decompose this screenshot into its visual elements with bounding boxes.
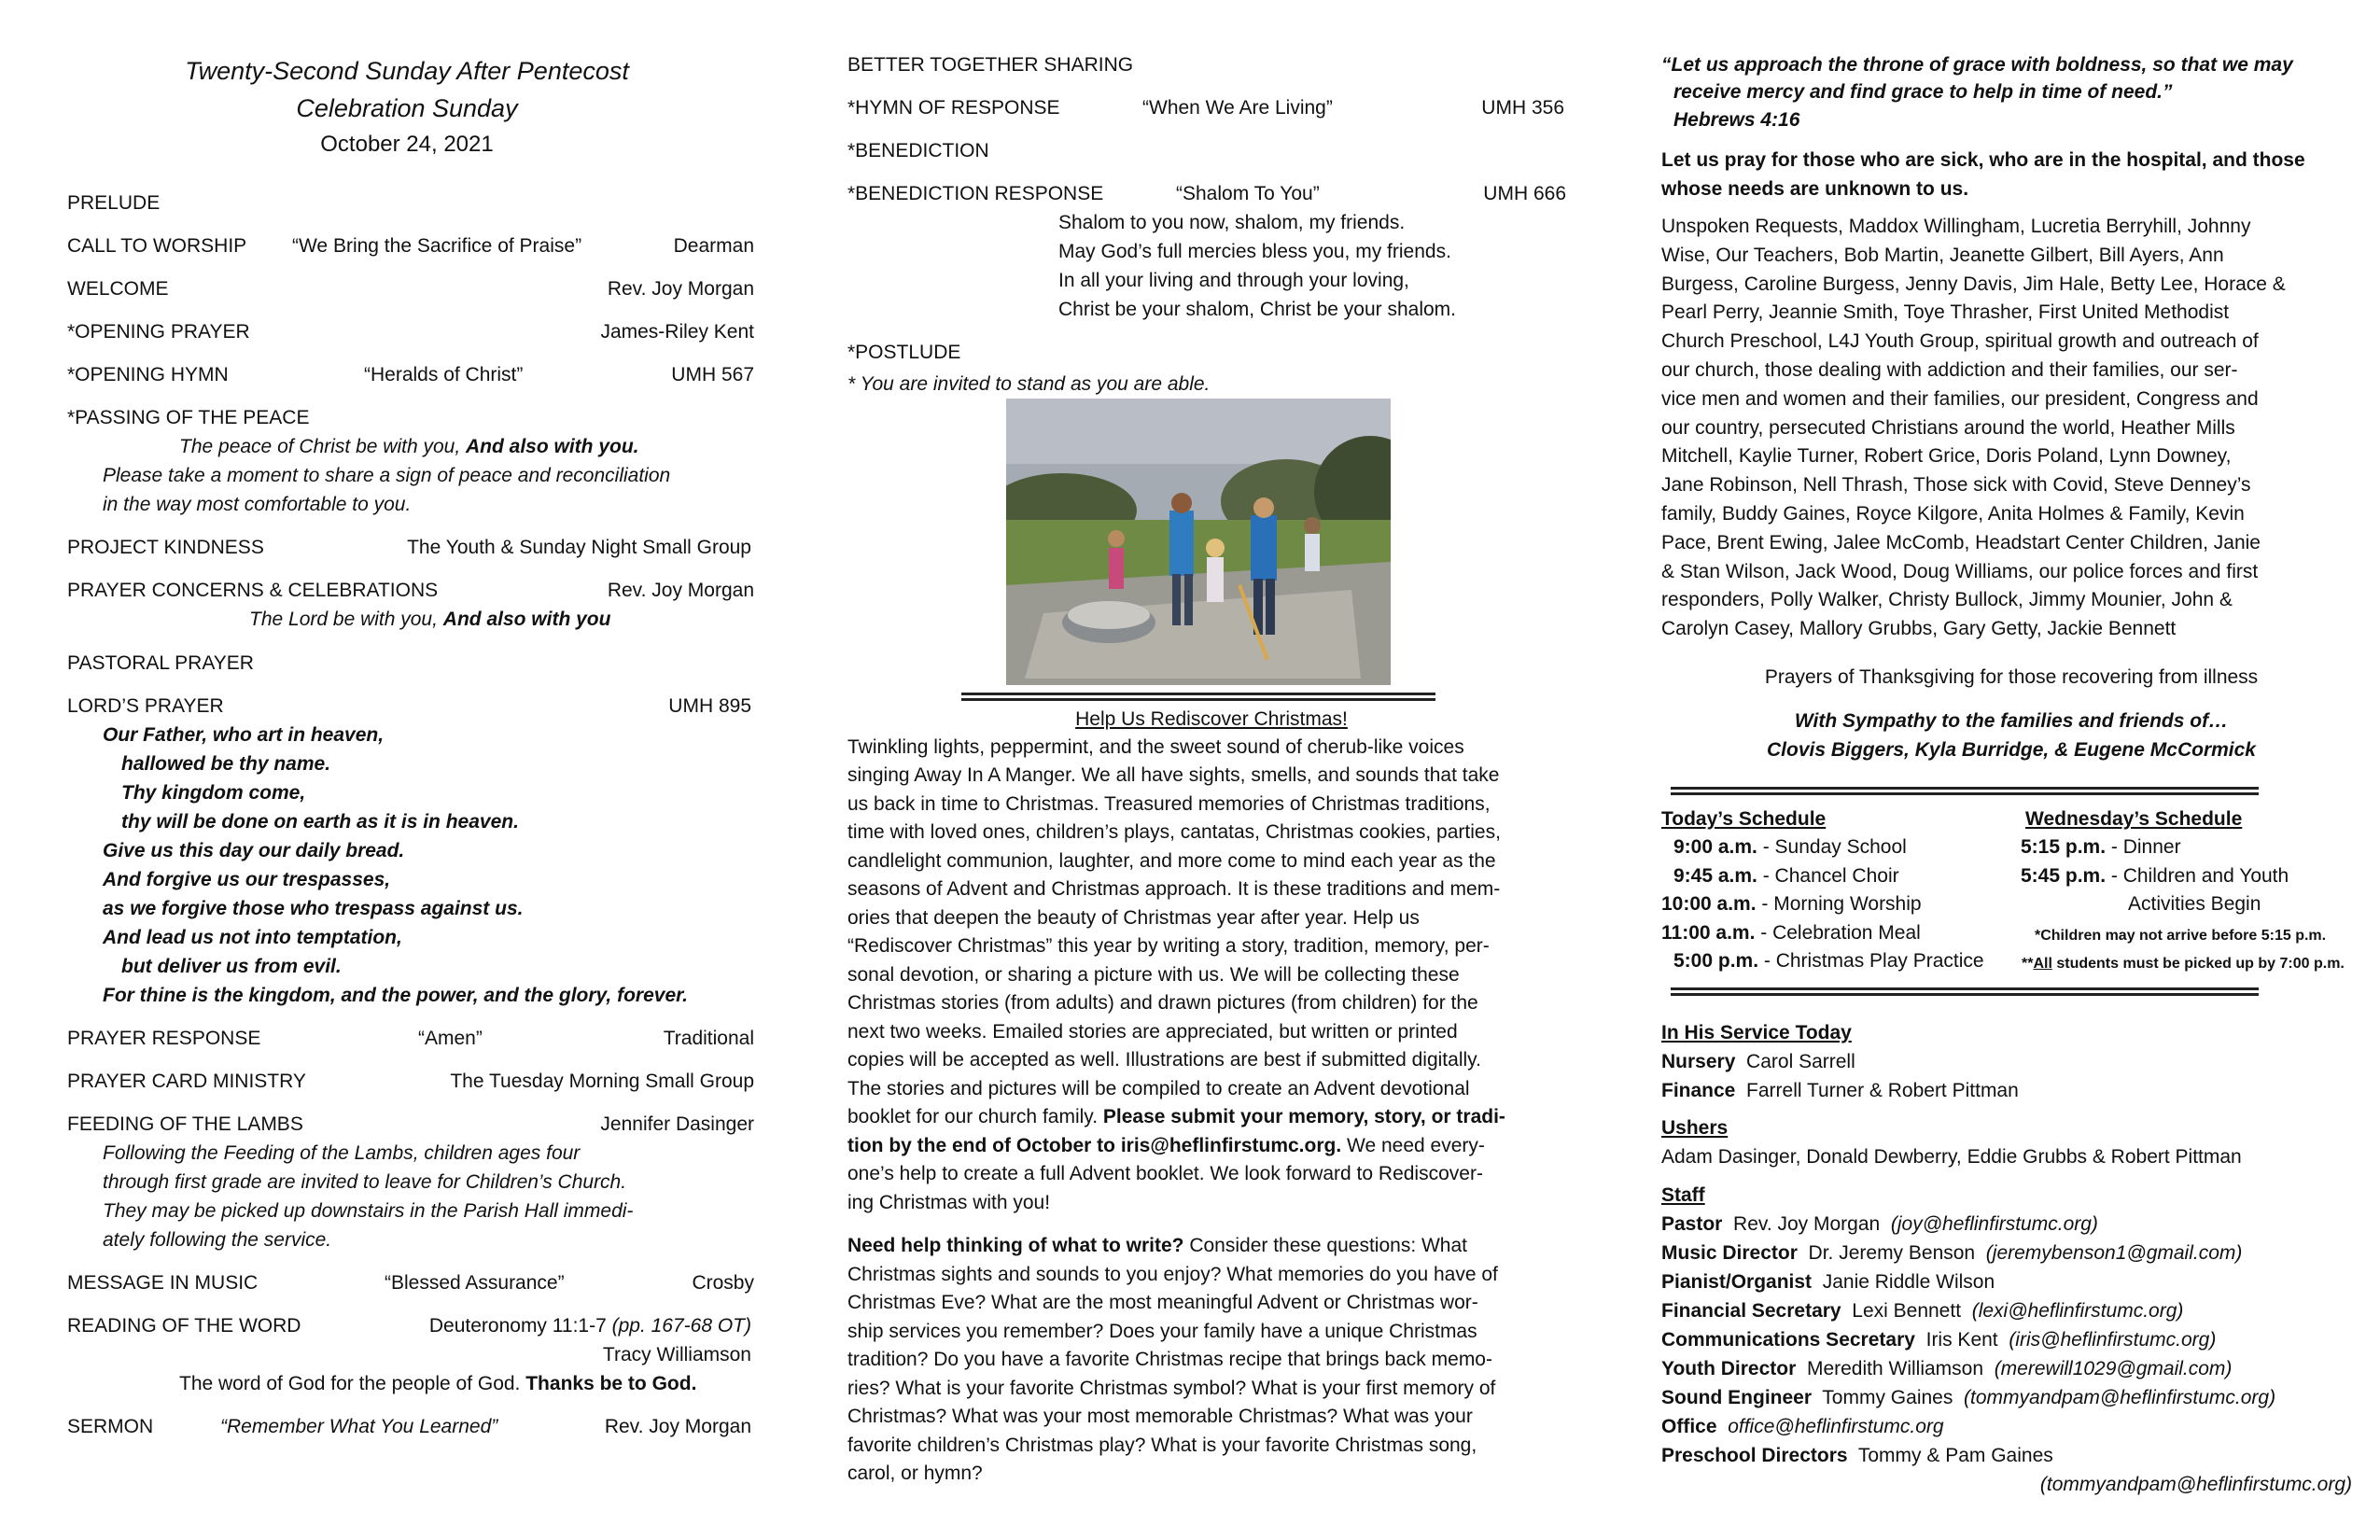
feeding-note-line: through first grade are invited to leave for Children’s Church. xyxy=(103,1171,627,1193)
opening-hymn-label: *OPENING HYMN xyxy=(67,364,229,385)
schedule-time: 9:00 a.m. xyxy=(1673,836,1757,858)
article-line: sonal devotion, or sharing a picture with us. We will be collecting these xyxy=(847,964,1460,986)
scripture-verse-line: receive mercy and find grace to help in time of need.” xyxy=(1673,81,2173,103)
lords-prayer-line: thy will be done on earth as it is in heaven. xyxy=(121,811,519,833)
call-to-worship-composer: Dearman xyxy=(673,235,754,257)
ushers-heading: Ushers xyxy=(1661,1117,1729,1139)
lords-prayer-line: as we forgive those who trespass against us. xyxy=(103,898,524,919)
article-line: copies will be accepted as well. Illustrations are best if submitted digitally. xyxy=(847,1049,1481,1071)
help-line: Christmas? What was your most memorable Christmas? What was your xyxy=(847,1406,1473,1427)
reading-call: The word of God for the people of God. xyxy=(179,1373,526,1394)
article-text: We need every- xyxy=(1341,1135,1485,1156)
prayer-names-line: Unspoken Requests, Maddox Willingham, Lucretia Berryhill, Johnny xyxy=(1661,216,2251,237)
staff-role: Sound Engineer xyxy=(1661,1387,1813,1408)
schedule-event: - Chancel Choir xyxy=(1757,865,1899,887)
help-line: ries? What is your favorite Christmas symbol? What is your first memory of xyxy=(847,1378,1496,1399)
prayer-names-line: & Stan Wilson, Jack Wood, Doug Williams, our police forces and first xyxy=(1661,561,2259,582)
prayer-names-line: our country, persecuted Christians around the world, Heather Mills xyxy=(1661,417,2235,439)
finance-row xyxy=(1661,1079,2019,1103)
lords-prayer-line: Thy kingdom come, xyxy=(121,782,306,804)
staff-name xyxy=(1717,1416,1729,1437)
concerns-reply: And also with you xyxy=(442,609,611,630)
lords-prayer-line: but deliver us from evil. xyxy=(121,956,342,977)
prayer-names-line: Wise, Our Teachers, Bob Martin, Jeanette Gilbert, Bill Ayers, Ann xyxy=(1661,245,2224,266)
article-text: booklet for our church family. xyxy=(847,1106,1103,1127)
schedule-item xyxy=(1673,864,1899,889)
staff-email[interactable]: (lexi@heflinfirstumc.org) xyxy=(1971,1300,2184,1322)
wednesday-note xyxy=(2022,952,2345,976)
bulletin-date: October 24, 2021 xyxy=(320,132,494,157)
schedule-item xyxy=(1673,835,1907,860)
message-music-label: MESSAGE IN MUSIC xyxy=(67,1272,259,1294)
help-line: tradition? Do you have a favorite Christmas recipe that brings back memo- xyxy=(847,1349,1492,1370)
bulletin-subtitle: Celebration Sunday xyxy=(296,94,518,122)
benediction-response-title: “Shalom To You” xyxy=(1176,183,1320,204)
staff-role: Office xyxy=(1661,1416,1717,1437)
staff-row xyxy=(1661,1270,1995,1295)
scripture-verse-line: “Let us approach the throne of grace with boldness, so that we may xyxy=(1661,54,2293,76)
prayer-names-line: vice men and women and their families, our president, Congress and xyxy=(1661,388,2259,410)
message-music-title: “Blessed Assurance” xyxy=(385,1272,565,1294)
prayer-names-line: Church Preschool, L4J Youth Group, spiritual growth and outreach of xyxy=(1661,330,2259,352)
pastoral-prayer-label: PASTORAL PRAYER xyxy=(67,652,254,674)
thanksgiving-line: Prayers of Thanksgiving for those recovering from illness xyxy=(1764,666,2259,688)
opening-prayer-label: *OPENING PRAYER xyxy=(67,321,250,343)
peace-instruction-1: Please take a moment to share a sign of peace and reconciliation xyxy=(103,465,671,486)
prayer-names-line: Pace, Brent Ewing, Jalee McComb, Headstart Center Children, Janie xyxy=(1661,532,2261,553)
prelude-label: PRELUDE xyxy=(67,192,161,214)
schedule-event: - Sunday School xyxy=(1757,836,1907,858)
schedule-time: 9:45 a.m. xyxy=(1673,865,1757,887)
help-line xyxy=(847,1234,1467,1258)
prayer-card-leader: The Tuesday Morning Small Group xyxy=(450,1071,754,1092)
feeding-note-line: ately following the service. xyxy=(103,1229,332,1251)
staff-row xyxy=(1661,1386,2275,1410)
article-line: candlelight communion, laughter, and more come to mind each year as the xyxy=(847,850,1496,872)
bulletin-title: Twenty-Second Sunday After Pentecost xyxy=(185,57,629,85)
staff-email[interactable]: (joy@heflinfirstumc.org) xyxy=(1890,1213,2098,1235)
article-title: Help Us Rediscover Christmas! xyxy=(1075,708,1348,730)
staff-name: Lexi Bennett xyxy=(1841,1300,1972,1322)
project-kindness-leader: The Youth & Sunday Night Small Group xyxy=(407,537,751,558)
nursery-name: Carol Sarrell xyxy=(1735,1051,1855,1072)
lords-prayer-number: UMH 895 xyxy=(668,695,751,717)
lords-prayer-line: And forgive us our trespasses, xyxy=(103,869,391,890)
shalom-line: Shalom to you now, shalom, my friends. xyxy=(1058,212,1406,233)
lords-prayer-line: And lead us not into temptation, xyxy=(103,927,402,948)
prayer-names-line: Mitchell, Kaylie Turner, Robert Grice, Doris Poland, Lynn Downey, xyxy=(1661,445,2232,467)
staff-row xyxy=(1661,1444,2053,1468)
reading-response xyxy=(179,1372,696,1396)
postlude-label: *POSTLUDE xyxy=(847,342,961,363)
schedule-time: 11:00 a.m. xyxy=(1661,922,1756,944)
children-gardening-photo xyxy=(1006,399,1391,685)
benediction-response-label: *BENEDICTION RESPONSE xyxy=(847,183,1104,204)
article-line: The stories and pictures will be compiled to create an Advent devotional xyxy=(847,1078,1470,1099)
staff-role: Preschool Directors xyxy=(1661,1445,1848,1466)
schedule-item xyxy=(1673,949,1984,973)
staff-role: Communications Secretary xyxy=(1661,1329,1915,1351)
shalom-line: Christ be your shalom, Christ be your shalom. xyxy=(1058,299,1456,320)
staff-name: Dr. Jeremy Benson xyxy=(1797,1242,1986,1264)
staff-email[interactable]: (jeremybenson1@gmail.com) xyxy=(1985,1242,2243,1264)
note-emphasis: All xyxy=(2033,956,2052,972)
wednesday-schedule-heading: Wednesday’s Schedule xyxy=(2025,808,2243,830)
opening-hymn-number: UMH 567 xyxy=(671,364,754,385)
reading-reader: Tracy Williamson xyxy=(602,1344,751,1365)
feeding-note-line: They may be picked up downstairs in the Parish Hall immedi- xyxy=(103,1200,634,1222)
reading-pages: (pp. 167-68 OT) xyxy=(611,1315,751,1337)
peace-reply: And also with you. xyxy=(466,436,639,457)
schedule-event: - Celebration Meal xyxy=(1755,922,1921,944)
ushers-names: Adam Dasinger, Donald Dewberry, Eddie Grubbs & Robert Pittman xyxy=(1661,1146,2242,1168)
peace-response xyxy=(179,435,639,459)
peace-call: The peace of Christ be with you, xyxy=(179,436,466,457)
staff-row xyxy=(1661,1328,2216,1352)
hymn-response-title: “When We Are Living” xyxy=(1142,97,1333,119)
hymn-response-number: UMH 356 xyxy=(1481,97,1564,119)
staff-row xyxy=(1661,1212,2098,1237)
article-submit-email: tion by the end of October to iris@heflinfirstumc.org. xyxy=(847,1135,1342,1156)
lords-prayer-label: LORD’S PRAYER xyxy=(67,695,224,717)
help-line: favorite children’s Christmas play? What is your favorite Christmas song, xyxy=(847,1435,1477,1456)
staff-name: Iris Kent xyxy=(1914,1329,2009,1351)
schedule-item xyxy=(1661,892,1922,917)
staff-row xyxy=(1661,1357,2232,1381)
staff-row xyxy=(1661,1241,2242,1266)
preschool-email[interactable]: (tommyandpam@heflinfirstumc.org) xyxy=(2039,1474,2352,1495)
note-text: students must be picked up by 7:00 p.m. xyxy=(2051,956,2345,972)
article-line xyxy=(847,1134,1485,1158)
prayer-card-label: PRAYER CARD MINISTRY xyxy=(67,1071,306,1092)
message-music-composer: Crosby xyxy=(692,1272,754,1294)
prayer-names-line: Burgess, Caroline Burgess, Jenny Davis, Jim Hale, Betty Lee, Horace & xyxy=(1661,273,2286,295)
article-line: ories that deepen the beauty of Christmas year after year. Help us xyxy=(847,907,1420,929)
feeding-note-line: Following the Feeding of the Lambs, children ages four xyxy=(103,1142,581,1164)
staff-email[interactable]: (iris@heflinfirstumc.org) xyxy=(2009,1329,2217,1351)
help-line: carol, or hymn? xyxy=(847,1463,983,1484)
peace-instruction-2: in the way most comfortable to you. xyxy=(103,494,412,515)
article-line: singing Away In A Manger. We all have sights, smells, and sounds that take xyxy=(847,764,1500,786)
article-line: ing Christmas with you! xyxy=(847,1192,1051,1213)
todays-schedule-heading: Today’s Schedule xyxy=(1661,808,1827,830)
staff-role: Pastor xyxy=(1661,1213,1723,1235)
prayer-names-line: Jane Robinson, Nell Thrash, Those sick with Covid, Steve Denney’s xyxy=(1661,474,2251,496)
call-to-worship-title: “We Bring the Sacrifice of Praise” xyxy=(292,235,582,257)
call-to-worship-label: CALL TO WORSHIP xyxy=(67,235,247,257)
prayer-response-title: “Amen” xyxy=(418,1028,483,1049)
service-heading: In His Service Today xyxy=(1661,1022,1852,1043)
shalom-line: May God’s full mercies bless you, my friends. xyxy=(1058,241,1451,262)
project-kindness-label: PROJECT KINDNESS xyxy=(67,537,264,558)
concerns-response xyxy=(249,608,610,632)
prayer-concerns-label: PRAYER CONCERNS & CELEBRATIONS xyxy=(67,580,439,601)
wednesday-item xyxy=(2021,864,2289,889)
prayer-names-line: family, Buddy Gaines, Royce Kilgore, Anita Holmes & Family, Kevin xyxy=(1661,503,2245,525)
welcome-leader: Rev. Joy Morgan xyxy=(607,278,754,300)
scripture-reference: Hebrews 4:16 xyxy=(1673,109,1800,131)
reading-reference xyxy=(429,1314,751,1338)
schedule-event: - Children and Youth xyxy=(2106,865,2289,887)
note-asterisks: ** xyxy=(2022,956,2034,972)
staff-role: Music Director xyxy=(1661,1242,1798,1264)
article-line xyxy=(847,1105,1505,1129)
prayer-intro-line: whose needs are unknown to us. xyxy=(1661,178,1969,200)
lords-prayer-line: Give us this day our daily bread. xyxy=(103,840,405,861)
article-line: next two weeks. Emailed stories are appreciated, but written or printed xyxy=(847,1021,1458,1043)
staff-email[interactable]: (tommyandpam@heflinfirstumc.org) xyxy=(1964,1387,2276,1408)
schedule-divider-bottom xyxy=(1671,987,2259,990)
prayer-response-label: PRAYER RESPONSE xyxy=(67,1028,261,1049)
benediction-label: *BENEDICTION xyxy=(847,140,989,161)
help-text: Consider these questions: What xyxy=(1183,1235,1467,1256)
help-line: Christmas sights and sounds to you enjoy? What memories do you have of xyxy=(847,1264,1498,1285)
feeding-lambs-leader: Jennifer Dasinger xyxy=(600,1113,754,1135)
prayer-names-line: responders, Polly Walker, Christy Bullock, Jimmy Mounier, John & xyxy=(1661,589,2233,610)
schedule-event: - Christmas Play Practice xyxy=(1758,950,1984,972)
schedule-divider-top xyxy=(1671,787,2259,790)
lords-prayer-line: Our Father, who art in heaven, xyxy=(103,724,385,746)
staff-name: Tommy Gaines xyxy=(1812,1387,1965,1408)
prayer-response-source: Traditional xyxy=(663,1028,754,1049)
article-line: seasons of Advent and Christmas approach. It is these traditions and mem- xyxy=(847,878,1501,900)
sympathy-names: Clovis Biggers, Kyla Burridge, & Eugene McCormick xyxy=(1767,739,2256,761)
schedule-time: 5:00 p.m. xyxy=(1673,950,1759,972)
stand-note: * You are invited to stand as you are able. xyxy=(847,373,1211,395)
sympathy-heading: With Sympathy to the families and friends of… xyxy=(1794,710,2229,732)
wednesday-item xyxy=(2021,835,2181,860)
help-heading: Need help thinking of what to write? xyxy=(847,1235,1184,1256)
prayer-names-line: Carolyn Casey, Mallory Grubbs, Gary Getty, Jackie Bennett xyxy=(1661,618,2177,639)
concerns-call: The Lord be with you, xyxy=(249,609,443,630)
schedule-time: 10:00 a.m. xyxy=(1661,893,1757,915)
sermon-label: SERMON xyxy=(67,1416,154,1437)
wednesday-note: *Children may not arrive before 5:15 p.m. xyxy=(2035,928,2327,944)
hymn-response-label: *HYMN OF RESPONSE xyxy=(847,97,1060,119)
staff-email[interactable]: (merewill1029@gmail.com) xyxy=(1994,1358,2233,1379)
help-line: Christmas Eve? What are the most meaningful Advent or Christmas wor- xyxy=(847,1292,1478,1313)
sermon-preacher: Rev. Joy Morgan xyxy=(604,1416,751,1437)
prayer-names-line: Pearl Perry, Jeannie Smith, Toye Thrasher, First United Methodist xyxy=(1661,301,2230,323)
wednesday-item-continued: Activities Begin xyxy=(2128,893,2261,915)
staff-row xyxy=(1661,1415,1944,1439)
shalom-line: In all your living and through your loving, xyxy=(1058,270,1409,291)
opening-hymn-title: “Heralds of Christ” xyxy=(364,364,524,385)
schedule-time: 5:45 p.m. xyxy=(2021,865,2107,887)
schedule-item xyxy=(1661,921,1921,945)
passing-peace-label: *PASSING OF THE PEACE xyxy=(67,407,310,428)
article-line: one’s help to create a full Advent booklet. We look forward to Rediscover- xyxy=(847,1163,1483,1184)
article-line: Christmas stories (from adults) and drawn pictures (from children) for the xyxy=(847,992,1478,1014)
reading-label: READING OF THE WORD xyxy=(67,1315,301,1337)
article-line: “Rediscover Christmas” this year by writing a story, tradition, memory, per- xyxy=(847,935,1490,957)
opening-prayer-leader: James-Riley Kent xyxy=(600,321,754,343)
staff-email[interactable]: office@heflinfirstumc.org xyxy=(1728,1416,1944,1437)
article-line: us back in time to Christmas. Treasured memories of Christmas traditions, xyxy=(847,793,1491,815)
prayer-names-line: our church, those dealing with addiction and their families, our ser- xyxy=(1661,359,2238,381)
nursery-label: Nursery xyxy=(1661,1051,1736,1072)
schedule-event: - Dinner xyxy=(2106,836,2181,858)
schedule-time: 5:15 p.m. xyxy=(2021,836,2107,858)
finance-names: Farrell Turner & Robert Pittman xyxy=(1735,1080,2019,1101)
nursery-row xyxy=(1661,1050,1855,1074)
staff-name: Janie Riddle Wilson xyxy=(1812,1271,1995,1293)
benediction-response-number: UMH 666 xyxy=(1483,183,1566,204)
staff-role: Financial Secretary xyxy=(1661,1300,1841,1322)
better-together-label: BETTER TOGETHER SHARING xyxy=(847,54,1134,76)
staff-name: Tommy & Pam Gaines xyxy=(1847,1445,2053,1466)
prayer-concerns-leader: Rev. Joy Morgan xyxy=(607,580,754,601)
article-line: Twinkling lights, peppermint, and the sweet sound of cherub-like voices xyxy=(847,736,1464,758)
staff-name: Meredith Williamson xyxy=(1796,1358,1995,1379)
schedule-event: - Morning Worship xyxy=(1756,893,1922,915)
welcome-label: WELCOME xyxy=(67,278,169,300)
staff-role: Pianist/Organist xyxy=(1661,1271,1813,1293)
article-line: time with loved ones, children’s plays, cantatas, Christmas cookies, parties, xyxy=(847,821,1501,843)
feeding-lambs-label: FEEDING OF THE LAMBS xyxy=(67,1113,303,1135)
reading-reply: Thanks be to God. xyxy=(525,1373,697,1394)
lords-prayer-line: hallowed be thy name. xyxy=(121,753,331,775)
lords-prayer-line: For thine is the kingdom, and the power, and the glory, forever. xyxy=(103,985,688,1006)
finance-label: Finance xyxy=(1661,1080,1736,1101)
staff-name: Rev. Joy Morgan xyxy=(1722,1213,1891,1235)
sermon-title: “Remember What You Learned” xyxy=(220,1416,498,1437)
article-submit-bold: Please submit your memory, story, or tradi- xyxy=(1102,1106,1505,1127)
photo-illustration xyxy=(1006,399,1391,685)
staff-heading: Staff xyxy=(1661,1184,1705,1206)
staff-row xyxy=(1661,1299,2183,1323)
article-divider xyxy=(961,693,1435,695)
help-line: ship services you remember? Does your family have a unique Christmas xyxy=(847,1321,1477,1342)
reading-passage: Deuteronomy 11:1-7 xyxy=(428,1315,612,1337)
staff-role: Youth Director xyxy=(1661,1358,1797,1379)
prayer-intro-line: Let us pray for those who are sick, who are in the hospital, and those xyxy=(1661,149,2305,171)
